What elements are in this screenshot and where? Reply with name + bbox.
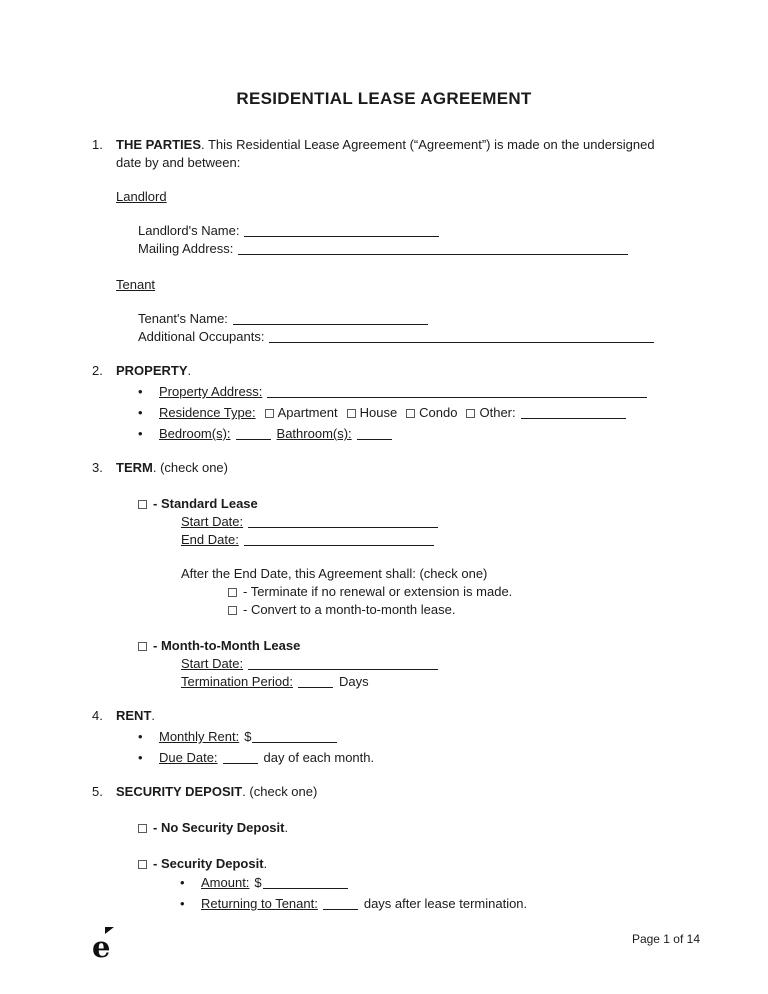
deposit-amount-label: Amount: <box>201 875 250 890</box>
checkbox-other-icon[interactable] <box>466 409 475 418</box>
no-security-deposit-label: - No Security Deposit <box>153 820 285 835</box>
due-date-line <box>138 748 676 767</box>
deposit-amount-currency: $ <box>254 875 262 890</box>
monthly-rent-label: Monthly Rent: <box>159 729 240 744</box>
residence-option-other <box>466 405 625 420</box>
property-address-line <box>138 382 676 401</box>
section-security-deposit <box>92 783 676 801</box>
mtm-start-date-label: Start Date: <box>181 656 244 671</box>
bathrooms-label: Bathroom(s): <box>276 426 352 441</box>
bedrooms-blank[interactable] <box>236 427 271 440</box>
additional-occupants-blank[interactable] <box>269 330 654 343</box>
additional-occupants-line <box>138 328 676 346</box>
bullet-icon: • <box>138 405 143 420</box>
section-5-number: 5. <box>92 784 103 799</box>
monthly-rent-currency: $ <box>244 729 252 744</box>
section-parties <box>92 136 676 172</box>
month-to-month-option-line <box>138 637 676 655</box>
landlord-name-line <box>138 222 676 240</box>
standard-end-date-label: End Date: <box>181 532 239 547</box>
residence-option-house-label: House <box>359 405 398 420</box>
convert-checkbox-icon[interactable] <box>228 606 237 615</box>
standard-end-date-line <box>181 531 676 549</box>
convert-option-line <box>228 601 676 619</box>
termination-period-suffix: Days <box>339 674 369 689</box>
tenant-name-line <box>138 310 676 328</box>
standard-lease-label: - Standard Lease <box>153 496 258 511</box>
standard-lease-option-line <box>138 495 676 513</box>
landlord-heading: Landlord <box>116 189 167 204</box>
bullet-icon: • <box>138 426 143 441</box>
section-4-heading: RENT <box>116 708 152 723</box>
section-1-heading: THE PARTIES <box>116 137 201 152</box>
residence-option-apartment-label: Apartment <box>277 405 338 420</box>
standard-start-date-blank[interactable] <box>248 515 438 528</box>
terminate-checkbox-icon[interactable] <box>228 588 237 597</box>
standard-end-date-blank[interactable] <box>244 533 434 546</box>
security-deposit-suffix: . <box>263 856 268 871</box>
mtm-start-date-blank[interactable] <box>248 657 438 670</box>
section-3-heading: TERM <box>116 460 153 475</box>
residence-type-line <box>138 403 676 422</box>
section-3-heading-suffix: . (check one) <box>152 460 228 475</box>
section-4-heading-suffix: . <box>151 708 156 723</box>
section-term <box>92 459 676 477</box>
due-date-blank[interactable] <box>223 751 258 764</box>
security-deposit-label: - Security Deposit <box>153 856 264 871</box>
monthly-rent-blank[interactable] <box>252 730 337 743</box>
terminate-option-line <box>228 583 676 601</box>
mailing-address-blank[interactable] <box>238 242 628 255</box>
residence-other-blank[interactable] <box>521 406 626 419</box>
eforms-logo-letter: e <box>92 930 111 964</box>
residence-option-condo-label: Condo <box>419 405 458 420</box>
no-security-deposit-line <box>138 819 676 837</box>
section-3-number: 3. <box>92 460 103 475</box>
standard-start-date-label: Start Date: <box>181 514 244 529</box>
section-3-body <box>116 459 676 477</box>
section-1-body <box>116 136 676 172</box>
deposit-amount-blank[interactable] <box>263 876 348 889</box>
bedrooms-bathrooms-line <box>138 424 676 443</box>
bullet-icon: • <box>138 384 143 399</box>
section-1-intro: . This Residential Lease Agreement (“Agreement”) is made on the undersigned date by and between: <box>116 137 655 170</box>
standard-start-date-line <box>181 513 676 531</box>
mtm-start-date-line <box>181 655 676 673</box>
mailing-address-line <box>138 240 676 258</box>
section-5-heading: SECURITY DEPOSIT <box>116 784 243 799</box>
checkbox-condo-icon[interactable] <box>406 409 415 418</box>
document-title: RESIDENTIAL LEASE AGREEMENT <box>236 89 532 108</box>
eforms-logo <box>92 928 120 964</box>
property-address-label: Property Address: <box>159 384 263 399</box>
after-end-date-text: After the End Date, this Agreement shall: (check one) <box>181 566 488 581</box>
rent-list <box>138 727 676 767</box>
returning-to-tenant-suffix: days after lease termination. <box>363 896 528 911</box>
bathrooms-blank[interactable] <box>357 427 392 440</box>
monthly-rent-line <box>138 727 676 746</box>
termination-period-blank[interactable] <box>298 675 333 688</box>
section-2-heading: PROPERTY <box>116 363 188 378</box>
residence-option-apartment <box>265 405 338 420</box>
tenant-heading: Tenant <box>116 277 156 292</box>
landlord-name-blank[interactable] <box>244 224 439 237</box>
section-2-heading-suffix: . <box>187 363 192 378</box>
returning-to-tenant-label: Returning to Tenant: <box>201 896 318 911</box>
bedrooms-label: Bedroom(s): <box>159 426 231 441</box>
returning-to-tenant-blank[interactable] <box>323 897 358 910</box>
section-2-number: 2. <box>92 363 103 378</box>
termination-period-label: Termination Period: <box>181 674 293 689</box>
standard-lease-checkbox-icon[interactable] <box>138 500 147 509</box>
section-1-number: 1. <box>92 137 103 152</box>
bullet-icon: • <box>138 729 143 744</box>
property-address-blank[interactable] <box>267 385 647 398</box>
section-property <box>92 362 676 380</box>
landlord-block-heading-line <box>116 188 676 206</box>
residence-option-condo <box>406 405 457 420</box>
residence-option-other-label: Other: <box>479 405 516 420</box>
month-to-month-checkbox-icon[interactable] <box>138 642 147 651</box>
terminate-option-label: - Terminate if no renewal or extension is made. <box>243 584 513 599</box>
deposit-amount-line <box>180 873 676 892</box>
security-deposit-list <box>180 873 676 913</box>
no-security-deposit-checkbox-icon[interactable] <box>138 824 147 833</box>
no-security-deposit-suffix: . <box>284 820 289 835</box>
section-5-heading-suffix: . (check one) <box>242 784 318 799</box>
convert-option-label: - Convert to a month-to-month lease. <box>243 602 456 617</box>
section-5-body <box>116 783 676 801</box>
bullet-icon: • <box>138 750 143 765</box>
section-4-body <box>116 707 676 725</box>
tenant-name-blank[interactable] <box>233 312 428 325</box>
tenant-name-label: Tenant's Name: <box>138 311 228 326</box>
month-to-month-label: - Month-to-Month Lease <box>153 638 301 653</box>
section-4-number: 4. <box>92 708 103 723</box>
checkbox-house-icon[interactable] <box>347 409 356 418</box>
due-date-suffix: day of each month. <box>263 750 375 765</box>
termination-period-line <box>181 673 676 691</box>
section-2-body <box>116 362 676 380</box>
property-list <box>138 382 676 443</box>
eforms-logo-flag-icon <box>105 927 114 934</box>
returning-to-tenant-line <box>180 894 676 913</box>
security-deposit-checkbox-icon[interactable] <box>138 860 147 869</box>
additional-occupants-label: Additional Occupants: <box>138 329 265 344</box>
tenant-block-heading-line <box>116 276 676 294</box>
bullet-icon: • <box>180 875 185 890</box>
residence-option-house <box>347 405 398 420</box>
residence-type-label: Residence Type: <box>159 405 256 420</box>
section-rent <box>92 707 676 725</box>
security-deposit-line <box>138 855 676 873</box>
bullet-icon: • <box>180 896 185 911</box>
mailing-address-label: Mailing Address: <box>138 241 234 256</box>
due-date-label: Due Date: <box>159 750 218 765</box>
landlord-name-label: Landlord's Name: <box>138 223 240 238</box>
page-number: Page 1 of 14 <box>631 932 700 946</box>
checkbox-apartment-icon[interactable] <box>265 409 274 418</box>
